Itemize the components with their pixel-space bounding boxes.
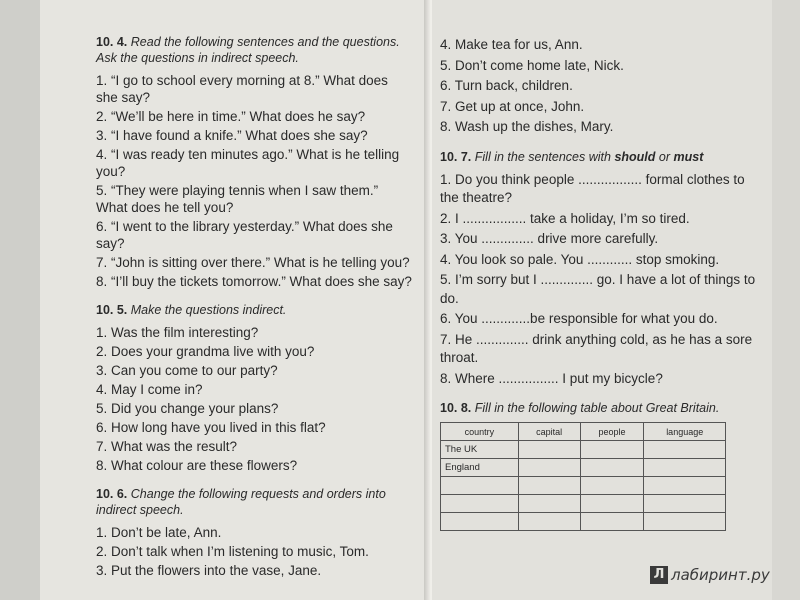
list-item: 4. May I come in?: [96, 382, 203, 397]
table-cell: [580, 495, 644, 513]
list-item: 3. “I have found a knife.” What does she say?: [96, 128, 368, 143]
table-cell: [518, 441, 580, 459]
list-item: 4. Make tea for us, Ann.: [440, 37, 583, 52]
table-cell: [580, 441, 644, 459]
keyword-must: must: [673, 149, 704, 164]
labirint-logo-icon: Л: [650, 566, 668, 584]
table-cell: The UK: [441, 441, 519, 459]
table-cell: [644, 477, 726, 495]
list-item: 5. I’m sorry but I .............. go. I have a lot of things to do.: [440, 272, 756, 306]
list-item: 2. Does your grandma live with you?: [96, 344, 315, 359]
exercise-10-6-heading: [96, 486, 412, 518]
exercise-10-4-list: [96, 72, 412, 290]
list-item: 1. Don’t be late, Ann.: [96, 525, 222, 540]
table-cell: [441, 513, 519, 531]
table-cell: [644, 441, 726, 459]
list-item: 7. He .............. drink anything cold, as he has a sore throat.: [440, 331, 753, 365]
table-cell: [518, 459, 580, 477]
list-item: 5. Did you change your plans?: [96, 401, 279, 416]
table-cell: [644, 495, 726, 513]
list-item: 6. “I went to the library yesterday.” What does she say?: [96, 219, 393, 251]
list-item: 8. What colour are these flowers?: [96, 458, 298, 473]
list-item: 7. What was the result?: [96, 439, 238, 454]
exercise-instruction: Fill in the sentences with: [474, 149, 611, 164]
list-item: 7. Get up at once, John.: [440, 98, 585, 114]
list-item: 6. You .............be responsible for what you do.: [440, 311, 718, 326]
table-cell: [644, 513, 726, 531]
table-cell: [644, 459, 726, 477]
exercise-instruction-or: or: [658, 149, 671, 164]
exercise-10-4-heading: [96, 34, 412, 66]
list-item: 8. Wash up the dishes, Mary.: [440, 119, 614, 134]
list-item: 1. “I go to school every morning at 8.” What does she say?: [96, 73, 388, 105]
table-cell: [580, 513, 644, 531]
exercise-number: 10. 4.: [96, 35, 128, 49]
exercise-instruction: Fill in the following table about Great Britain.: [474, 401, 720, 415]
exercise-instruction: Change the following requests and orders into indirect speech.: [96, 487, 386, 517]
list-item: 3. You .............. drive more carefully.: [440, 231, 659, 246]
labirint-logo-text: лабиринт.ру: [671, 566, 770, 584]
table-row: [441, 513, 726, 531]
list-item: 7. “John is sitting over there.” What is he telling you?: [96, 255, 410, 270]
list-item: 4. “I was ready ten minutes ago.” What is he telling you?: [96, 147, 400, 179]
right-page: [432, 0, 772, 600]
table-row: [441, 477, 726, 495]
table-cell: [518, 513, 580, 531]
column-header: country: [441, 423, 519, 441]
column-header: language: [644, 423, 726, 441]
table-cell: [518, 495, 580, 513]
table-cell: [518, 477, 580, 495]
table-cell: [580, 477, 644, 495]
labirint-logo: [650, 566, 770, 584]
exercise-10-8-heading: [440, 400, 762, 416]
list-item: 2. Don’t talk when I’m listening to music, Tom.: [96, 544, 369, 559]
exercise-10-6-continued-list: [440, 36, 762, 137]
list-item: 4. You look so pale. You ............ stop smoking.: [440, 251, 720, 267]
exercise-10-7-list: [440, 171, 762, 389]
table-row: [441, 441, 726, 459]
exercise-10-5-list: [96, 324, 412, 474]
exercise-10-7-heading: [440, 149, 762, 165]
list-item: 3. Put the flowers into the vase, Jane.: [96, 563, 322, 578]
table-cell: England: [441, 459, 519, 477]
exercise-number: 10. 7.: [440, 149, 472, 164]
list-item: 6. How long have you lived in this flat?: [96, 420, 326, 435]
list-item: 1. Do you think people ................. formal clothes to the theatre?: [440, 171, 745, 205]
exercise-instruction: Read the following sentences and the questions. Ask the questions in indirect speech.: [96, 35, 400, 65]
exercise-number: 10. 5.: [96, 303, 128, 317]
left-page: [40, 0, 430, 600]
great-britain-table: [440, 422, 726, 531]
keyword-should: should: [614, 149, 656, 164]
list-item: 2. I ................. take a holiday, I’m so tired.: [440, 210, 690, 226]
exercise-number: 10. 8.: [440, 401, 472, 415]
table-header-row: [441, 423, 726, 441]
exercise-10-5-heading: [96, 302, 412, 318]
exercise-number: 10. 6.: [96, 487, 128, 501]
table-cell: [441, 495, 519, 513]
list-item: 1. Was the film interesting?: [96, 325, 259, 340]
table-row: [441, 459, 726, 477]
exercise-instruction: Make the questions indirect.: [130, 303, 287, 317]
table-cell: [580, 459, 644, 477]
exercise-10-6-list: [96, 524, 412, 579]
list-item: 5. “They were playing tennis when I saw them.” What does he tell you?: [96, 183, 379, 215]
list-item: 3. Can you come to our party?: [96, 363, 278, 378]
column-header: capital: [518, 423, 580, 441]
list-item: 8. Where ................ I put my bicycle?: [440, 370, 663, 386]
page-edge: [772, 0, 800, 600]
list-item: 8. “I’ll buy the tickets tomorrow.” What does she say?: [96, 274, 412, 289]
list-item: 2. “We’ll be here in time.” What does he say?: [96, 109, 366, 124]
table-row: [441, 495, 726, 513]
table-cell: [441, 477, 519, 495]
column-header: people: [580, 423, 644, 441]
list-item: 5. Don’t come home late, Nick.: [440, 57, 624, 73]
list-item: 6. Turn back, children.: [440, 78, 573, 93]
